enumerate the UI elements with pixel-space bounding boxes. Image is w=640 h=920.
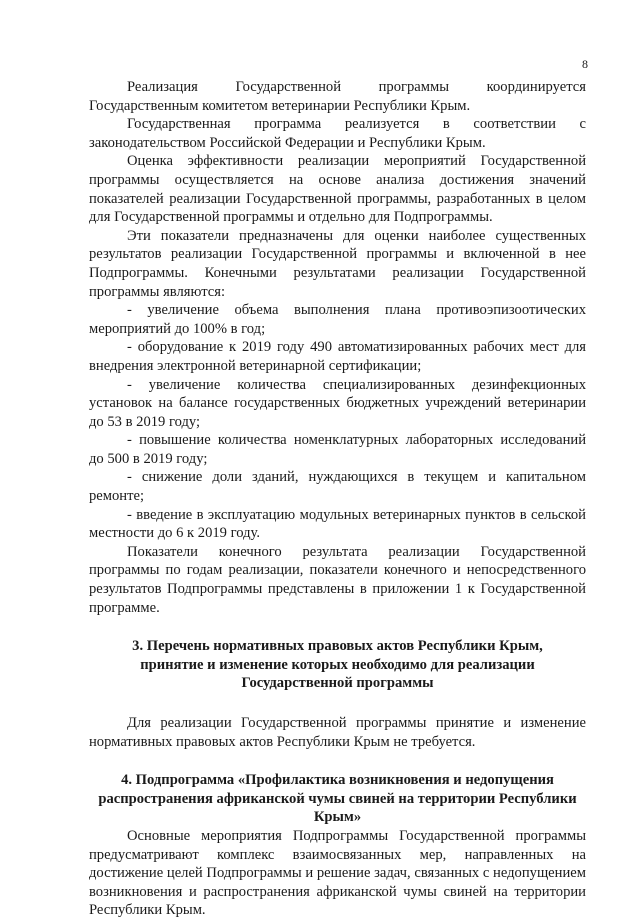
section-4-heading-line: Крым»: [313, 809, 362, 826]
paragraph-evaluation: Оценка эффективности реализации мероприятий Государственной программы осуществляется на основе анализа достижения значений показателей реализации Государственной программы, разработанных в целом для Государственной программы и отдельно для Подпрограммы.: [89, 153, 586, 226]
paragraph-appendix: Показатели конечного результата реализации Государственной программы по годам реализации, показатели конечного и непосредственного результатов Подпрограммы представлены в приложении 1 к Государственной программе.: [89, 543, 586, 616]
section-4-heading: [89, 771, 586, 827]
section-4-heading-line: распространения африканской чумы свиней на территории Республики: [98, 790, 577, 807]
section-3-heading: [89, 637, 586, 693]
section-3-heading-line: 3. Перечень нормативных правовых актов Республики Крым,: [132, 638, 543, 655]
section-3-heading-line: Государственной программы: [241, 675, 434, 692]
document-body: [89, 78, 586, 920]
section-4-heading-line: 4. Подпрограмма «Профилактика возникновения и недопущения: [121, 772, 554, 789]
section-3-paragraph: Для реализации Государственной программы принятие и изменение нормативных правовых актов Республики Крым не требуется.: [89, 715, 586, 750]
list-item-buildings: - снижение доли зданий, нуждающихся в текущем и капитальном ремонте;: [89, 469, 586, 505]
list-item-workstations: - оборудование к 2019 году 490 автоматизированных рабочих мест для внедрения электронной ветеринарной сертификации;: [89, 339, 586, 374]
list-item-epizootic-plan: - увеличение объема выполнения плана противоэпизоотических мероприятий до 100% в год;: [89, 302, 586, 337]
list-item-vet-points: - введение в эксплуатацию модульных ветеринарных пунктов в сельской местности до 6 к 2019 году.: [89, 506, 586, 542]
list-item-disinfection: - увеличение количества специализированных дезинфекционных установок на балансе государственных бюджетных учреждений ветеринарии до 53 в 2019 году;: [89, 376, 586, 430]
page-number: 8: [582, 57, 588, 71]
paragraph-indicators: Эти показатели предназначены для оценки наиболее существенных результатов реализации Государственной программы и включенной в нее Подпрограммы. Конечными результатами реализации Государственной программы являются:: [89, 227, 586, 300]
list-item-lab-research: - повышение количества номенклатурных лабораторных исследований до 500 в 2019 году;: [89, 432, 586, 467]
section-3-heading-line: принятие и изменение которых необходимо для реализации: [140, 656, 535, 673]
paragraph-legislation: Государственная программа реализуется в соответствии с законодательством Российской Федерации и Республики Крым.: [89, 116, 586, 151]
section-4-paragraph: Основные мероприятия Подпрограммы Государственной программы предусматривают комплекс взаимосвязанных мер, направленных на достижение целей Подпрограммы и решение задач, связанных с недопущением возникновения и распространения африканской чумы свиней на территории Республики Крым.: [89, 827, 586, 919]
paragraph-coordination: Реализация Государственной программы координируется Государственным комитетом ветеринарии Республики Крым.: [89, 79, 586, 114]
